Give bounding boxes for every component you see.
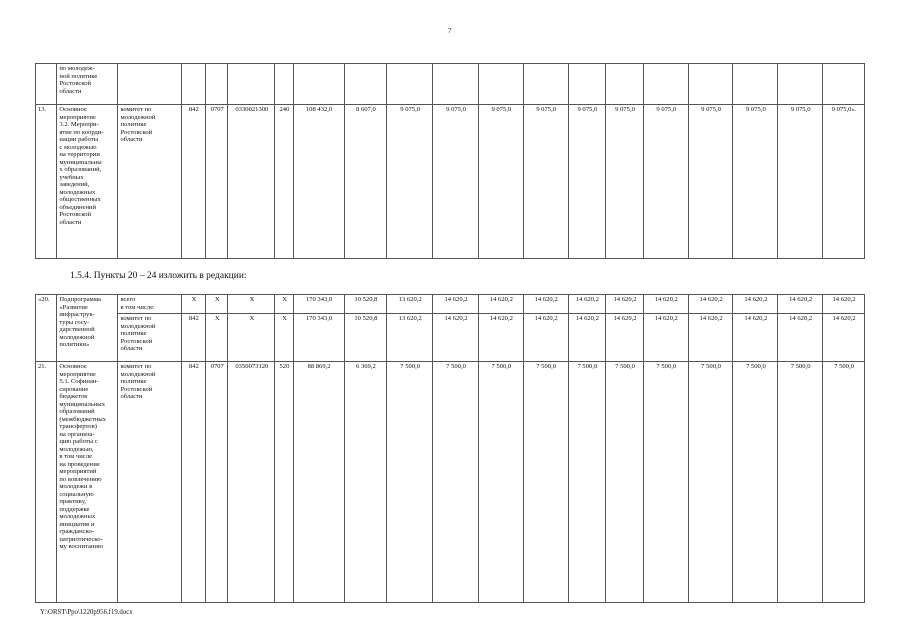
year-cell: 14 620,2: [478, 314, 523, 362]
year-cell: 9 075,0: [606, 105, 644, 259]
year-cell: 13 620,2: [387, 295, 433, 314]
total-cell: 170 343,0: [293, 295, 344, 314]
year-cell: 14 620,2: [823, 314, 865, 362]
table-row: [36, 314, 865, 362]
total-cell: 88 869,2: [293, 362, 344, 603]
name-cell: по молодеж- ной политике Ростовской области: [57, 64, 118, 105]
clause-heading: 1.5.4. Пункты 20 – 24 изложить в редакции:: [70, 271, 247, 281]
csr-cell: Х: [228, 295, 275, 314]
rzpr-cell: Х: [206, 314, 228, 362]
grbs-cell: 842: [181, 314, 205, 362]
year-cell: 14 620,2: [823, 295, 865, 314]
year-cell: 9 075,0: [778, 105, 823, 259]
executor-cell: комитет по молодежной политике Ростовской области: [118, 105, 181, 259]
executor-cell: всего в том числе:: [118, 295, 181, 314]
rzpr-cell: Х: [206, 295, 228, 314]
year-cell: 14 620,2: [643, 295, 688, 314]
year-cell: 9 075,0: [733, 105, 778, 259]
year-cell: 14 620,2: [568, 314, 606, 362]
year-cell: 14 620,2: [688, 314, 733, 362]
year-cell: 6 369,2: [344, 362, 387, 603]
year-cell: 7 500,0: [523, 362, 568, 603]
vr-cell: 520: [275, 362, 293, 603]
program-table-bottom: [35, 294, 865, 603]
year-cell: 14 620,2: [433, 314, 479, 362]
year-cell: 7 500,0: [568, 362, 606, 603]
table-row: [36, 295, 865, 314]
year-cell: 14 620,2: [523, 295, 568, 314]
vr-cell: Х: [275, 314, 293, 362]
year-cell: 7 500,0: [606, 362, 644, 603]
year-cell: 7 500,0: [433, 362, 479, 603]
year-cell: 9 075,0: [688, 105, 733, 259]
name-cell: Основное мероприятие 5.1. Софинан- сирование бюджетов муниципальных образований (межбюджетных трансфертов) на организа- цию работы с молодежью, в том числе на проведение мероприятий по вовлечению молодежи в социальную практику, поддержке молодежных инициатив и гражданско- патриотическо- му воспитанию: [57, 362, 118, 603]
rzpr-cell: 0707: [206, 105, 228, 259]
table-row: [36, 105, 865, 259]
row-number: «20.: [36, 295, 57, 362]
year-cell: 14 620,2: [568, 295, 606, 314]
year-cell: 7 500,0: [478, 362, 523, 603]
table-row: [36, 64, 865, 105]
year-cell: 14 620,2: [433, 295, 479, 314]
executor-cell: комитет по молодежной политике Ростовской области: [118, 314, 181, 362]
year-cell: 9 075,0: [433, 105, 479, 259]
year-cell: 7 500,0: [778, 362, 823, 603]
year-cell: 7 500,0: [643, 362, 688, 603]
year-cell: 9 075,0: [523, 105, 568, 259]
year-cell: 14 620,2: [688, 295, 733, 314]
grbs-cell: 842: [181, 105, 205, 259]
year-cell: 9 075,0: [478, 105, 523, 259]
rzpr-cell: 0707: [206, 362, 228, 603]
year-cell: 9 075,0: [387, 105, 433, 259]
row-number: 21.: [36, 362, 57, 603]
csr-cell: Х: [228, 314, 275, 362]
footer-file-path: Y:\ORST\Ppo\1220p956.f19.docx: [40, 609, 133, 616]
year-cell: 14 620,2: [778, 295, 823, 314]
year-cell: 9 075,0: [643, 105, 688, 259]
year-cell: 14 620,2: [643, 314, 688, 362]
executor-cell: комитет по молодежной политике Ростовской области: [118, 362, 181, 603]
year-cell: 14 620,2: [478, 295, 523, 314]
table-row: [36, 362, 865, 603]
year-cell: 10 520,8: [344, 295, 387, 314]
year-cell: 14 620,2: [733, 295, 778, 314]
year-cell: 9 075,0».: [823, 105, 865, 259]
year-cell: 14 620,2: [778, 314, 823, 362]
grbs-cell: 842: [181, 362, 205, 603]
row-number: 13.: [36, 105, 57, 259]
year-cell: 10 520,8: [344, 314, 387, 362]
vr-cell: Х: [275, 295, 293, 314]
total-cell: 170 343,0: [293, 314, 344, 362]
year-cell: 7 500,0: [387, 362, 433, 603]
name-cell: Основное мероприятие 3.2. Меропри- ятие по коорди- нации работы с молодежью на территории муниципальны х образований, учебных заведений, молодежных общественных объединений Ростовской области: [57, 105, 118, 259]
year-cell: 8 607,0: [344, 105, 387, 259]
total-cell: 108 432,0: [293, 105, 344, 259]
year-cell: 14 620,2: [606, 314, 644, 362]
year-cell: 9 075,0: [568, 105, 606, 259]
csr-cell: 0330021300: [228, 105, 275, 259]
vr-cell: 240: [275, 105, 293, 259]
year-cell: 7 500,0: [733, 362, 778, 603]
year-cell: 7 500,0: [688, 362, 733, 603]
grbs-cell: Х: [181, 295, 205, 314]
csr-cell: 0350073120: [228, 362, 275, 603]
year-cell: 14 620,2: [523, 314, 568, 362]
year-cell: 7 500,0: [823, 362, 865, 603]
year-cell: 14 620,2: [606, 295, 644, 314]
program-table-top: [35, 63, 865, 259]
year-cell: 13 620,2: [387, 314, 433, 362]
name-cell: Подпрограмма «Развитие инфраструк- туры госу- дарственной молодежной политики»: [57, 295, 118, 362]
page-number: 7: [448, 27, 452, 35]
year-cell: 14 620,2: [733, 314, 778, 362]
